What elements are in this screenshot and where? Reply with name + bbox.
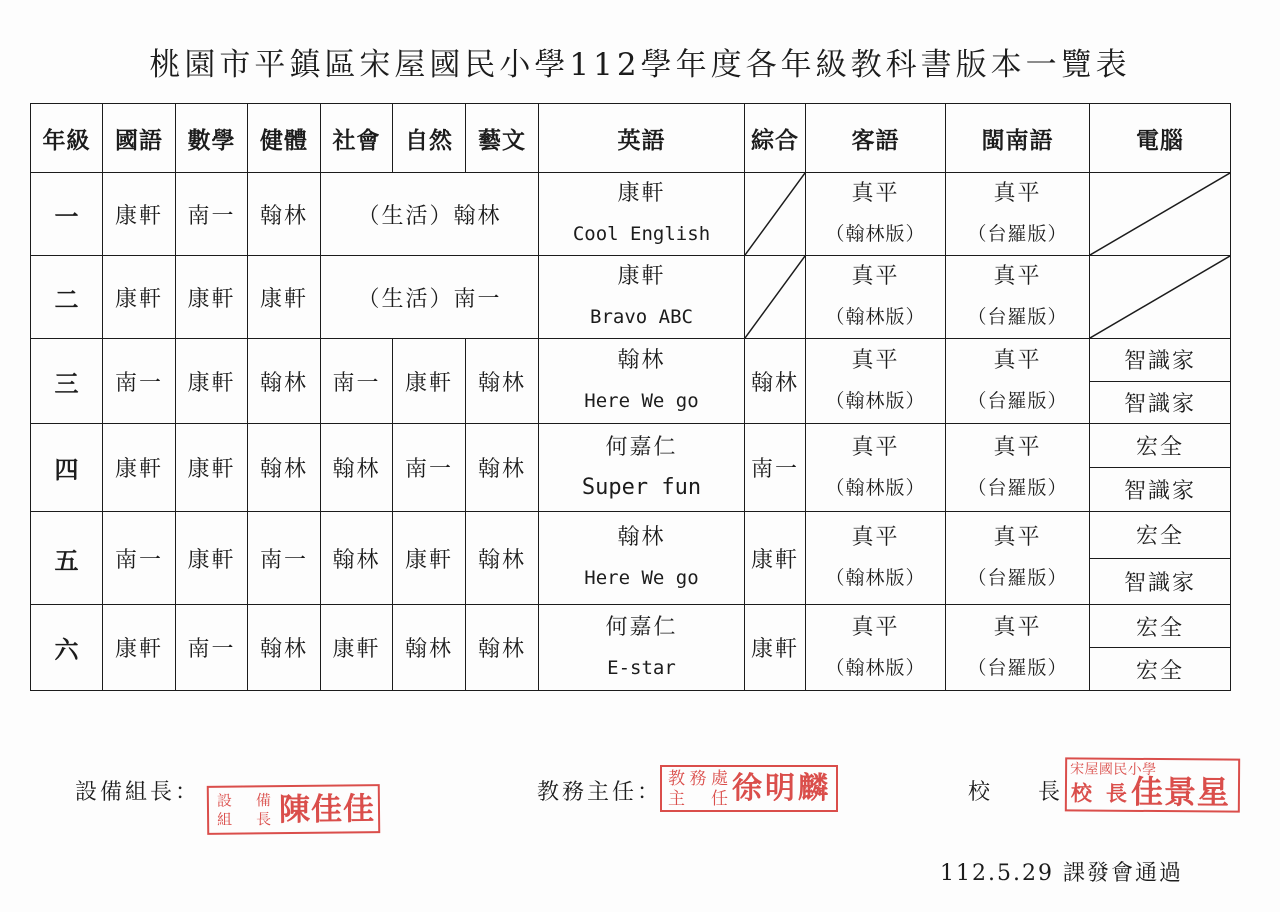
header-arts: 藝文	[466, 104, 539, 173]
principal-label: 校長	[968, 780, 1060, 805]
approval-note: 112.5.29 課發會通過	[940, 861, 1183, 886]
math-cell: 康軒	[176, 512, 248, 605]
chinese-cell: 康軒	[103, 424, 176, 512]
academic-director-label: 教務主任：	[537, 780, 663, 805]
integrated-cell: 康軒	[745, 605, 806, 691]
hakka-publisher: 真平	[851, 264, 900, 289]
seal-title-bottom: 組長	[217, 810, 272, 829]
grade-cell: 三	[31, 339, 103, 424]
integrated-cell: 翰林	[745, 339, 806, 424]
minnan-cell	[946, 512, 1090, 605]
grade-cell: 五	[31, 512, 103, 605]
table-head	[31, 104, 1231, 173]
science-cell: 康軒	[393, 512, 466, 605]
computer-cell-not-applicable	[1090, 173, 1231, 256]
arts-cell: 翰林	[466, 605, 539, 691]
math-cell: 南一	[176, 173, 248, 256]
hakka-publisher: 真平	[851, 525, 900, 550]
table-row	[31, 424, 1231, 512]
english-cell	[539, 339, 745, 424]
computer-split	[1090, 339, 1230, 423]
integrated-cell-not-applicable	[745, 256, 806, 339]
table-row	[31, 339, 1231, 424]
chinese-cell: 南一	[103, 339, 176, 424]
slash-line	[1090, 173, 1230, 255]
seal-title-bottom: 校長	[1070, 780, 1128, 806]
chinese-cell: 康軒	[103, 256, 176, 339]
table-row	[31, 173, 1231, 256]
grade-cell: 四	[31, 424, 103, 512]
computer-lower: 宏全	[1090, 647, 1230, 690]
minnan-edition: （台羅版）	[967, 656, 1068, 679]
computer-cell	[1090, 424, 1231, 512]
arts-cell: 翰林	[466, 339, 539, 424]
social-cell: 翰林	[321, 512, 393, 605]
chinese-cell: 南一	[103, 512, 176, 605]
equipment-head-label: 設備組長：	[75, 780, 201, 805]
computer-split	[1090, 512, 1230, 604]
social-cell: 南一	[321, 339, 393, 424]
seal-title-bottom: 主任	[668, 789, 728, 809]
textbook-version-table	[30, 103, 1231, 691]
minnan-edition: （台羅版）	[967, 476, 1068, 499]
chinese-cell: 康軒	[103, 605, 176, 691]
computer-lower: 智識家	[1090, 381, 1230, 424]
english-publisher: 何嘉仁	[605, 614, 678, 640]
computer-cell	[1090, 512, 1231, 605]
minnan-cell	[946, 339, 1090, 424]
hakka-cell	[806, 173, 946, 256]
math-cell: 康軒	[176, 424, 248, 512]
header-minnan: 閩南語	[946, 104, 1090, 173]
slash-line	[745, 256, 805, 338]
minnan-publisher: 真平	[993, 525, 1042, 550]
computer-lower: 智識家	[1090, 467, 1230, 511]
seal-title-top: 教務處	[668, 769, 728, 789]
minnan-edition: （台羅版）	[967, 567, 1068, 589]
english-cell	[539, 173, 745, 256]
hakka-edition: （翰林版）	[825, 306, 926, 328]
english-title: Super fun	[581, 474, 702, 500]
computer-upper: 宏全	[1135, 524, 1184, 550]
header-grade: 年級	[31, 104, 103, 173]
english-title: Here We go	[584, 567, 699, 589]
minnan-edition: （台羅版）	[967, 306, 1068, 328]
slash-line	[745, 173, 805, 255]
english-publisher: 翰林	[617, 525, 666, 550]
academic-director-seal	[660, 765, 838, 812]
life-studies-cell: （生活）南一	[321, 256, 539, 339]
computer-cell	[1090, 605, 1231, 691]
diagonal-slash	[1090, 173, 1230, 255]
chinese-cell: 康軒	[103, 173, 176, 256]
english-title: E-star	[607, 656, 676, 679]
minnan-publisher: 真平	[993, 264, 1042, 289]
minnan-edition: （台羅版）	[967, 223, 1068, 245]
math-cell: 南一	[176, 605, 248, 691]
english-publisher: 康軒	[617, 181, 666, 206]
minnan-cell	[946, 173, 1090, 256]
english-title: Bravo ABC	[590, 306, 693, 328]
header-english: 英語	[539, 104, 745, 173]
english-cell	[539, 424, 745, 512]
health-pe-cell: 翰林	[248, 173, 321, 256]
header-hakka: 客語	[806, 104, 946, 173]
header-chinese: 國語	[103, 104, 176, 173]
grade-cell: 六	[31, 605, 103, 691]
integrated-cell: 南一	[745, 424, 806, 512]
header-integrated: 綜合	[745, 104, 806, 173]
english-cell	[539, 256, 745, 339]
slash-line	[1090, 256, 1230, 338]
life-studies-cell: （生活）翰林	[321, 173, 539, 256]
header-social: 社會	[321, 104, 393, 173]
health-pe-cell: 康軒	[248, 256, 321, 339]
table-body	[31, 173, 1231, 691]
math-cell: 康軒	[176, 339, 248, 424]
header-health-pe: 健體	[248, 104, 321, 173]
integrated-cell: 康軒	[745, 512, 806, 605]
grade-cell: 一	[31, 173, 103, 256]
hakka-publisher: 真平	[851, 348, 900, 373]
hakka-cell	[806, 339, 946, 424]
minnan-publisher: 真平	[993, 434, 1042, 460]
minnan-cell	[946, 256, 1090, 339]
header-row	[31, 104, 1231, 173]
table-row	[31, 256, 1231, 339]
minnan-edition: （台羅版）	[967, 390, 1068, 412]
seal-title-top: 設備	[216, 791, 271, 810]
computer-upper: 智識家	[1123, 349, 1196, 375]
english-cell	[539, 605, 745, 691]
social-cell: 康軒	[321, 605, 393, 691]
math-cell: 康軒	[176, 256, 248, 339]
computer-cell	[1090, 339, 1231, 424]
english-publisher: 翰林	[617, 348, 666, 373]
seal-title-top: 宋屋國民小學	[1070, 761, 1157, 779]
social-cell: 翰林	[321, 424, 393, 512]
english-title: Cool English	[572, 223, 711, 245]
computer-upper: 宏全	[1135, 435, 1184, 460]
minnan-cell	[946, 424, 1090, 512]
seal-name: 佳景星	[1130, 772, 1231, 812]
science-cell: 翰林	[393, 605, 466, 691]
computer-split	[1090, 605, 1230, 690]
english-publisher: 何嘉仁	[605, 434, 678, 460]
hakka-cell	[806, 605, 946, 691]
science-cell: 康軒	[393, 339, 466, 424]
equipment-head-seal	[207, 784, 381, 835]
header-math: 數學	[176, 104, 248, 173]
table-row	[31, 605, 1231, 691]
grade-cell: 二	[31, 256, 103, 339]
table-row	[31, 512, 1231, 605]
health-pe-cell: 南一	[248, 512, 321, 605]
document-title: 桃園市平鎮區宋屋國民小學112學年度各年級教科書版本一覽表	[149, 47, 1131, 83]
computer-upper: 宏全	[1135, 615, 1184, 641]
science-cell: 南一	[393, 424, 466, 512]
computer-lower: 智識家	[1090, 558, 1230, 605]
hakka-cell	[806, 512, 946, 605]
integrated-cell-not-applicable	[745, 173, 806, 256]
health-pe-cell: 翰林	[248, 339, 321, 424]
computer-split	[1090, 424, 1230, 511]
hakka-edition: （翰林版）	[825, 567, 926, 589]
diagonal-slash	[1090, 256, 1230, 338]
hakka-edition: （翰林版）	[825, 223, 926, 245]
english-cell	[539, 512, 745, 605]
hakka-publisher: 真平	[851, 434, 900, 460]
minnan-publisher: 真平	[993, 614, 1042, 640]
computer-cell-not-applicable	[1090, 256, 1231, 339]
hakka-edition: （翰林版）	[825, 390, 926, 412]
hakka-cell	[806, 256, 946, 339]
arts-cell: 翰林	[466, 512, 539, 605]
health-pe-cell: 翰林	[248, 605, 321, 691]
arts-cell: 翰林	[466, 424, 539, 512]
diagonal-slash	[745, 256, 805, 338]
header-science: 自然	[393, 104, 466, 173]
minnan-publisher: 真平	[993, 181, 1042, 206]
principal-seal	[1065, 757, 1240, 812]
english-title: Here We go	[584, 390, 699, 412]
hakka-cell	[806, 424, 946, 512]
health-pe-cell: 翰林	[248, 424, 321, 512]
hakka-edition: （翰林版）	[825, 656, 926, 679]
hakka-publisher: 真平	[851, 614, 900, 640]
seal-name: 陳佳佳	[278, 791, 376, 829]
seal-name: 徐明麟	[732, 771, 831, 806]
diagonal-slash	[745, 173, 805, 255]
header-computer: 電腦	[1090, 104, 1231, 173]
hakka-edition: （翰林版）	[825, 476, 926, 499]
minnan-publisher: 真平	[993, 348, 1042, 373]
hakka-publisher: 真平	[851, 181, 900, 206]
minnan-cell	[946, 605, 1090, 691]
english-publisher: 康軒	[617, 264, 666, 289]
